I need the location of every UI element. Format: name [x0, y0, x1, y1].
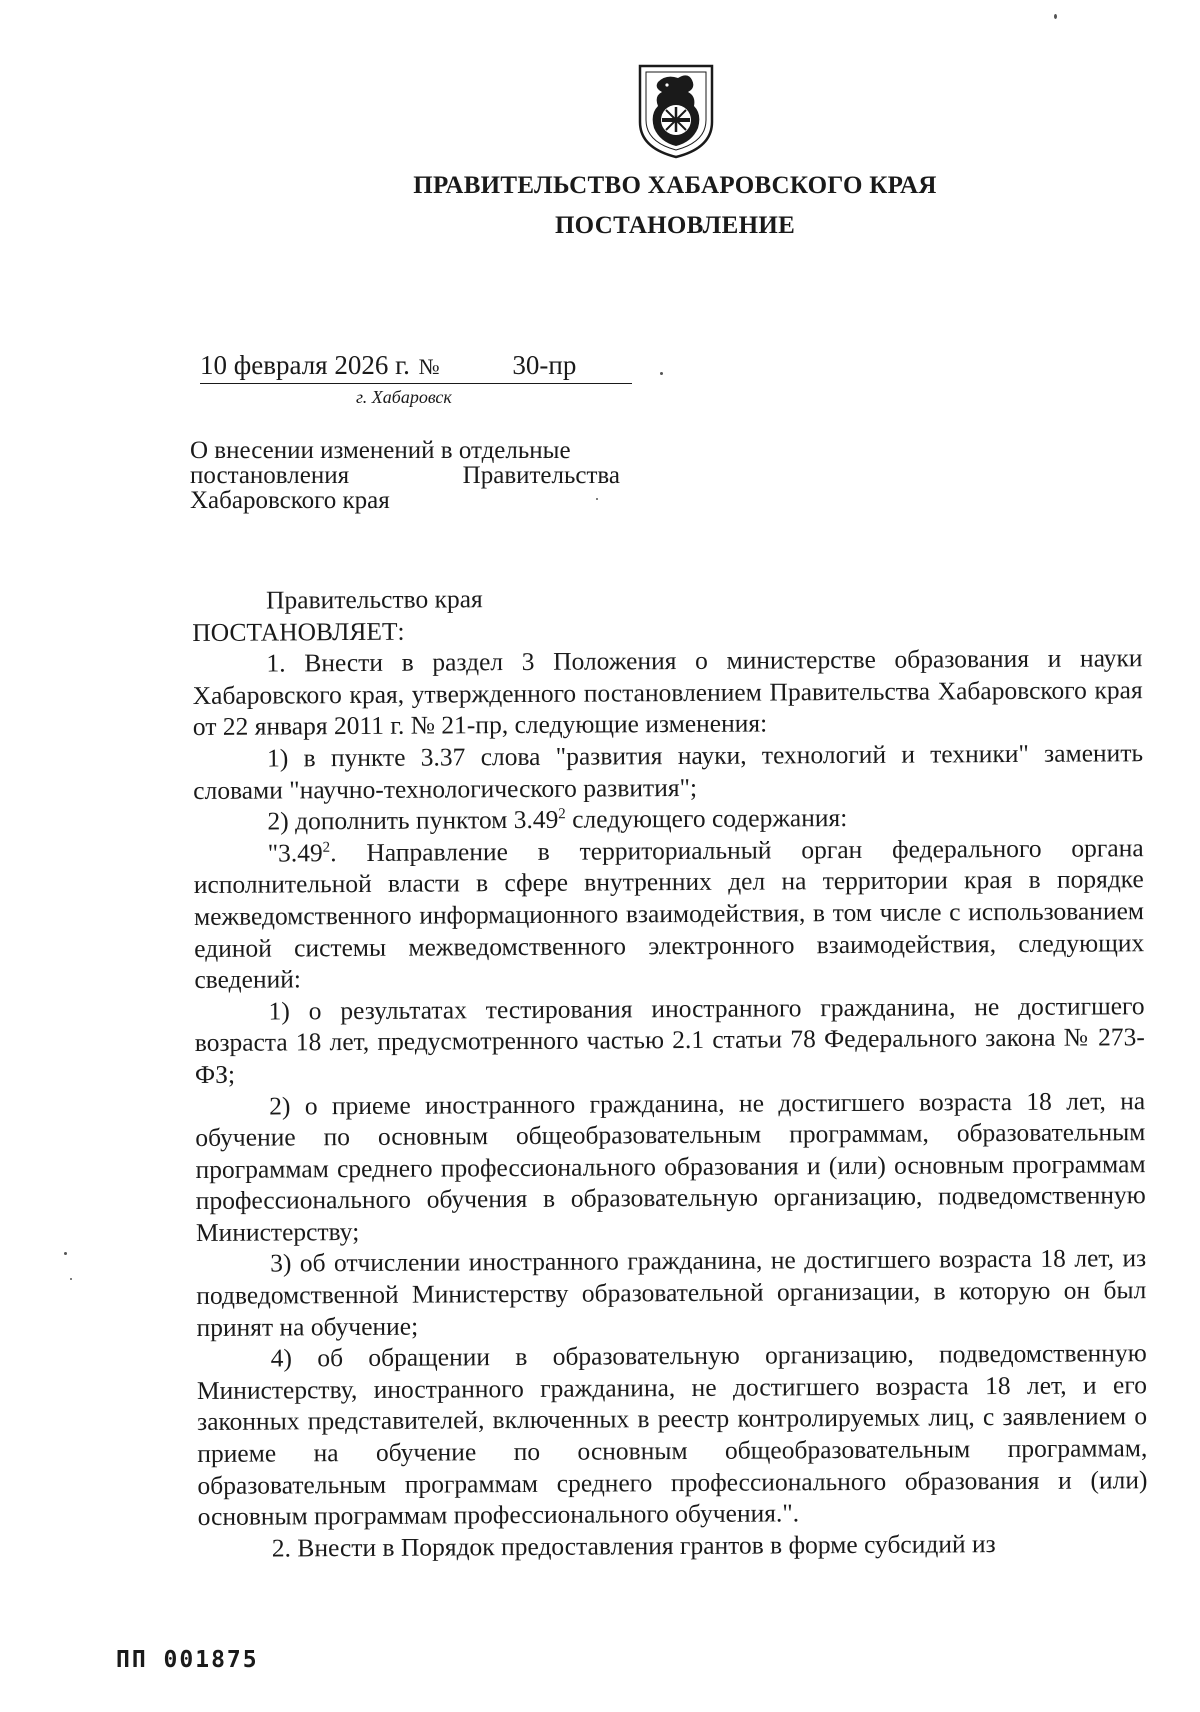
- item-1-2-tail: следующего содержания:: [565, 803, 848, 834]
- subject-line-3: Хабаровского края: [190, 487, 390, 514]
- preamble-line-2: ПОСТАНОВЛЯЕТ:: [192, 616, 405, 647]
- number-label: №: [418, 354, 440, 379]
- subject-line-1: О внесении изменений в отдельные: [190, 437, 571, 464]
- subject-line-2-left: постановления: [190, 462, 350, 489]
- issue-city: г. Хабаровск: [356, 387, 452, 407]
- paragraph-quote-3-49-2: [194, 832, 1145, 996]
- subject-line-2: [190, 463, 620, 488]
- quote-lead: "3.49: [267, 837, 323, 868]
- preamble-line-1: Правительство края: [266, 584, 483, 615]
- scan-speck: [64, 1252, 67, 1255]
- registration-line: [200, 350, 624, 381]
- scan-speck: [1054, 14, 1057, 19]
- document-date: 10 февраля 2026 г.: [200, 350, 410, 380]
- registration-underline: [200, 383, 632, 384]
- subject-line-2-right: Правительства: [462, 462, 620, 489]
- coat-of-arms-icon: [636, 62, 716, 160]
- document-subject: [190, 438, 620, 513]
- quote-superscript: 2: [322, 839, 331, 856]
- paragraph-item-1-1: 1) в пункте 3.37 слова "развития науки, технологий и техники" заменить словами "научно-технологического развития";: [193, 738, 1144, 805]
- paragraph-subitem-3: 3) об отчислении иностранного гражданина, не достигшего возраста 18 лет, из подведомственной Министерству образовательной организации, в которую он был принят на обучение;: [196, 1243, 1147, 1342]
- paragraph-subitem-2: 2) о приеме иностранного гражданина, не достигшего возраста 18 лет, на обучение по основным общеобразовательным программам, образовательным программам среднего профессионального образования и (или) основным программам профессионального обучения в образовательную организацию, подведомственную Министерству;: [195, 1085, 1146, 1247]
- quote-text: . Направление в территориальный орган федерального органа исполнительной власти в сфере внутренних дел на территории края в порядке межведомственного информационного взаимодействия, в том числе с использованием единой системы межведомственного электронного взаимодействия, следующих сведений:: [193, 832, 1145, 995]
- government-name: ПРАВИТЕЛЬСТВО ХАБАРОВСКОГО КРАЯ: [413, 172, 937, 199]
- document-type: ПОСТАНОВЛЕНИЕ: [554, 212, 796, 239]
- document-number: 30-пр: [512, 350, 577, 380]
- scan-speck: [596, 498, 598, 500]
- paragraph-item-2: 2. Внести в Порядок предоставления грантов в форме субсидий из: [271, 1528, 996, 1563]
- scan-speck: [70, 1278, 72, 1280]
- paragraph-subitem-4: 4) об обращении в образовательную организацию, подведомственную Министерству, иностранного гражданина, не достигшего возраста 18 лет, и его законных представителей, включенных в реестр контролируемых лиц, с заявлением о приеме на обучение по основным общеобразовательным программам, образовательным программам среднего профессионального образования и (или) основным программам профессионального обучения.".: [196, 1338, 1148, 1532]
- item-1-2-text: 2) дополнить пунктом 3.49: [267, 804, 559, 836]
- document-body: [192, 579, 1148, 1564]
- paragraph-subitem-1: 1) о результатах тестирования иностранного гражданина, не достигшего возраста 18 лет, предусмотренного частью 2.1 статьи 78 Федерального закона № 273-ФЗ;: [194, 990, 1145, 1089]
- form-serial-code: ПП 001875: [116, 1647, 259, 1673]
- scan-speck: [660, 372, 663, 375]
- item-1-2-superscript: 2: [558, 806, 566, 823]
- paragraph-item-1: 1. Внести в раздел 3 Положения о министерстве образования и науки Хабаровского края, утвержденного постановлением Правительства Хабаровского края от 22 января 2011 г. № 21-пр, следующие изменения:: [192, 643, 1143, 742]
